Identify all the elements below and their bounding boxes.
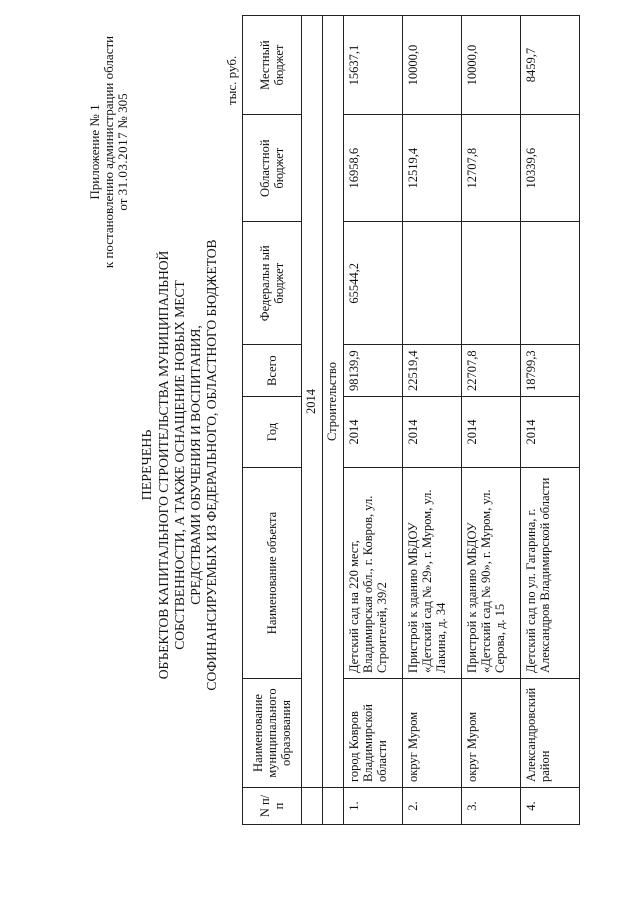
cell-object: Детский сад по ул. Гагарина, г. Александров Владимирской области bbox=[521, 468, 580, 679]
cell-federal: 65544,2 bbox=[344, 222, 403, 345]
year-cell: 2014 bbox=[302, 16, 323, 788]
cell-municipality: Александровский район bbox=[521, 679, 580, 788]
cell-n: 3. bbox=[462, 788, 521, 825]
title-line5: СОФИНАНСИРУЕМЫХ ИЗ ФЕДЕРАЛЬНОГО, ОБЛАСТНОГО БЮДЖЕТОВ bbox=[204, 239, 219, 691]
title-line3: СОБСТВЕННОСТИ, А ТАКЖЕ ОСНАЩЕНИЕ НОВЫХ МЕСТ bbox=[172, 280, 187, 650]
cell-federal bbox=[403, 222, 462, 345]
header-row bbox=[243, 16, 302, 825]
cell-year: 2014 bbox=[521, 397, 580, 468]
header-year: Год bbox=[243, 397, 302, 468]
objects-table bbox=[242, 15, 580, 825]
cell-local: 8459,7 bbox=[521, 16, 580, 115]
cell-local: 10000,0 bbox=[403, 16, 462, 115]
cell-year: 2014 bbox=[403, 397, 462, 468]
title-line4: СРЕДСТВАМИ ОБУЧЕНИЯ И ВОСПИТАНИЯ, bbox=[188, 325, 203, 605]
cell-year: 2014 bbox=[344, 397, 403, 468]
cell-total: 18799,3 bbox=[521, 345, 580, 397]
appendix-number-sign: № bbox=[115, 116, 130, 129]
appendix-line2: к постановлению администрации области bbox=[101, 35, 116, 269]
unit-label: тыс. руб. bbox=[224, 55, 239, 105]
section-row bbox=[323, 16, 344, 825]
cell-regional: 10339,6 bbox=[521, 115, 580, 222]
cell-regional: 16958,6 bbox=[344, 115, 403, 222]
header-regional: Областной бюджет bbox=[243, 115, 302, 222]
title-line1: ПЕРЕЧЕНЬ bbox=[140, 429, 155, 501]
cell-total: 22707,8 bbox=[462, 345, 521, 397]
table-row bbox=[344, 16, 403, 825]
cell-n: 1. bbox=[344, 788, 403, 825]
header-municipality: Наименование муниципального образования bbox=[243, 679, 302, 788]
cell-regional: 12519,4 bbox=[403, 115, 462, 222]
cell-municipality: город Ковров Владимирской области bbox=[344, 679, 403, 788]
cell-n: 4. bbox=[521, 788, 580, 825]
cell-regional: 12707,8 bbox=[462, 115, 521, 222]
cell-local: 10000,0 bbox=[462, 16, 521, 115]
appendix-line1: Приложение № 1 bbox=[87, 104, 102, 200]
cell-year: 2014 bbox=[462, 397, 521, 468]
year-row bbox=[302, 16, 323, 825]
appendix-block bbox=[88, 27, 130, 277]
cell-object: Детский сад на 220 мест, Владимирская обл., г. Ковров, ул. Строителей, 39/2 bbox=[344, 468, 403, 679]
cell-federal bbox=[462, 222, 521, 345]
cell-total: 98139,9 bbox=[344, 345, 403, 397]
table-row bbox=[521, 16, 580, 825]
header-object: Наименование объекта bbox=[243, 468, 302, 679]
header-federal: Федеральн ый бюджет bbox=[243, 222, 302, 345]
cell-object: Пристрой к зданию МБДОУ «Детский сад № 29», г. Муром, ул. Лакина, д. 34 bbox=[403, 468, 462, 679]
table-row bbox=[403, 16, 462, 825]
cell-n: 2. bbox=[403, 788, 462, 825]
appendix-date: 31.03.2017 bbox=[115, 131, 130, 196]
cell-local: 15637,1 bbox=[344, 16, 403, 115]
title-line2: ОБЪЕКТОВ КАПИТАЛЬНОГО СТРОИТЕЛЬСТВА МУНИЦИПАЛЬНОЙ bbox=[156, 250, 171, 680]
header-total: Всего bbox=[243, 345, 302, 397]
appendix-from: от bbox=[115, 198, 130, 211]
cell-object: Пристрой к зданию МБДОУ «Детский сад № 90», г. Муром, ул. Серова, д. 15 bbox=[462, 468, 521, 679]
header-local: Местный бюджет bbox=[243, 16, 302, 115]
cell-municipality: округ Муром bbox=[462, 679, 521, 788]
appendix-number: 305 bbox=[115, 93, 130, 113]
table-row bbox=[462, 16, 521, 825]
cell-total: 22519,4 bbox=[403, 345, 462, 397]
document-title bbox=[140, 45, 220, 885]
cell-federal bbox=[521, 222, 580, 345]
cell-municipality: округ Муром bbox=[403, 679, 462, 788]
appendix-line3 bbox=[116, 27, 130, 277]
section-cell: Строительство bbox=[323, 16, 344, 788]
header-n: N п/п bbox=[243, 788, 302, 825]
